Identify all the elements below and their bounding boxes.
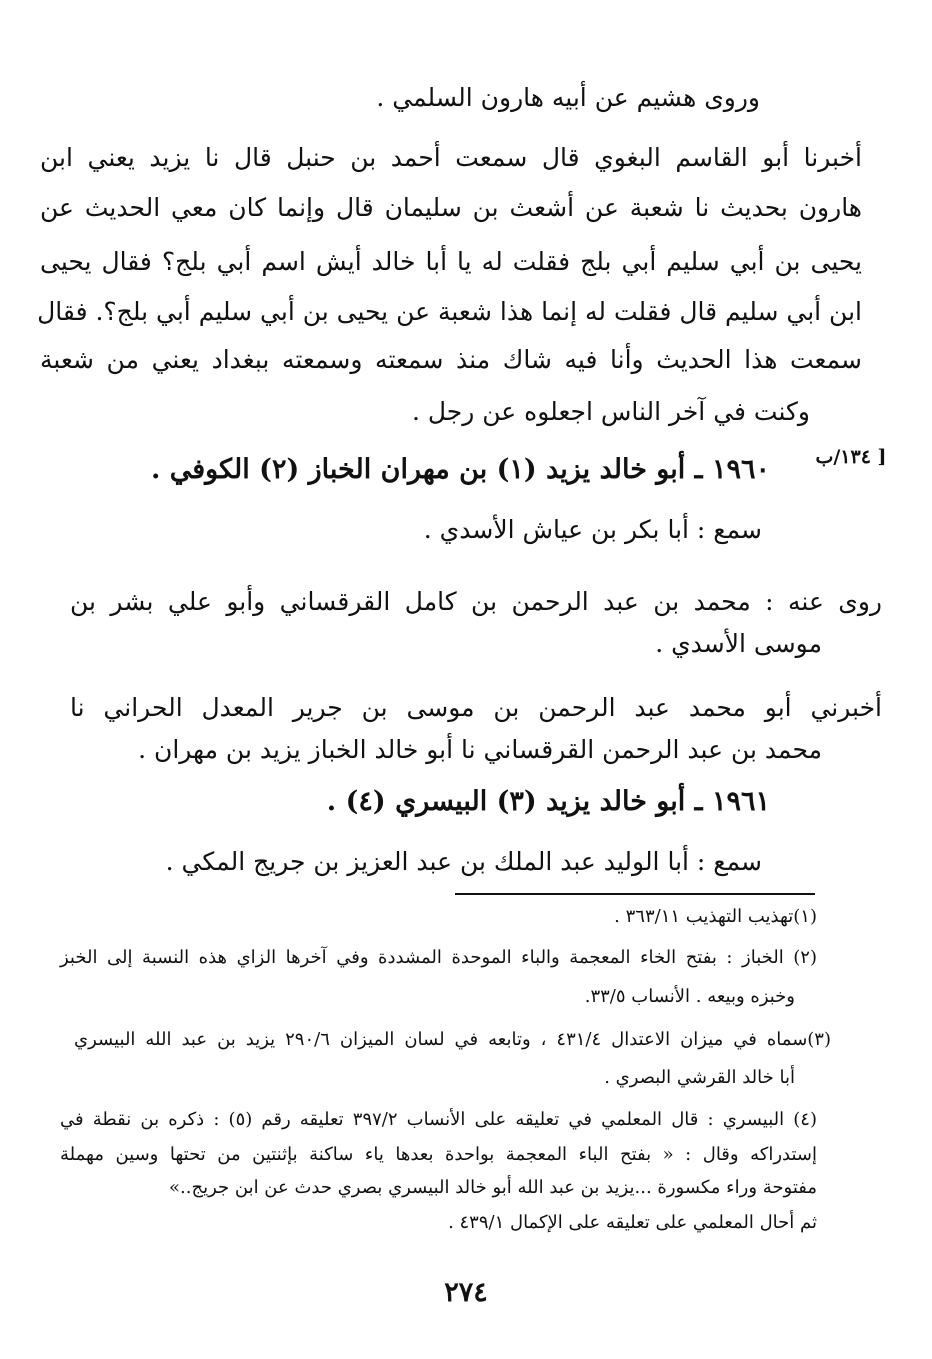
footnote-4-cont: مفتوحة وراء مكسورة ...يزيد بن عبد الله أبو خالد البيسري بصري حدث عن ابن جريج..» [169,1177,817,1198]
footnote-3-cont: أبا خالد القرشي البصري . [604,1067,795,1088]
text-line: هارون بحديث نا شعبة عن أشعث بن سليمان قال وإنما كان معي الحديث عن [40,193,862,222]
page-number: ٢٧٤ [444,1277,488,1308]
footnote-4-cont: إستدراكه وقال : « بفتح الباء المعجمة بواحدة بعدها ياء ساكنة بإثنتين من تحتها وسين مهملة [60,1144,818,1165]
text-line: سمع : أبا بكر بن عياش الأسدي . [423,515,762,544]
entry-heading-1960: ١٩٦٠ ـ أبو خالد يزيد (١) بن مهران الخباز (٢) الكوفي . [150,454,770,485]
folio-marker: [ ١٣٤/ب [815,446,887,468]
footnote-4-cont: ثم أحال المعلمي على تعليقه على الإكمال ٤٣٩/١ . [448,1212,817,1233]
text-line: محمد بن عبد الرحمن القرقساني نا أبو خالد الخباز يزيد بن مهران . [138,735,822,764]
entry-heading-1961: ١٩٦١ ـ أبو خالد يزيد (٣) البيسري (٤) . [326,786,770,817]
text-line: وروى هشيم عن أبيه هارون السلمي . [376,83,760,112]
footnote-1: (١)تهذيب التهذيب ٣٦٣/١١ . [614,906,817,927]
footnote-separator [455,893,815,895]
text-line: ابن أبي سليم قال فقلت له إنما هذا شعبة عن يحيى بن أبي سليم أبي بلج؟. فقال [37,297,862,326]
text-line: موسى الأسدي . [655,629,822,658]
text-line: أخبرني أبو محمد عبد الرحمن بن موسى بن جرير المعدل الحراني نا [70,693,882,722]
text-line: يحيى بن أبي سليم أبي بلج فقلت له يا أبا خالد أيش اسم أبي بلج؟ فقال يحيى [40,247,862,276]
text-line: أخبرنا أبو القاسم البغوي قال سمعت أحمد بن حنبل قال نا يزيد يعني ابن [40,143,862,172]
footnote-2: (٢) الخباز : بفتح الخاء المعجمة والباء الموحدة المشددة وفي آخرها الزاي هذه النسبة إلى الخبز [60,947,817,968]
text-line: وكنت في آخر الناس اجعلوه عن رجل . [411,397,810,426]
text-line: روى عنه : محمد بن عبد الرحمن بن كامل القرقساني وأبو علي بشر بن [70,587,882,616]
footnote-2-cont: وخبزه وبيعه . الأنساب ٣٣/٥. [584,986,795,1007]
text-line: سمع : أبا الوليد عبد الملك بن عبد العزيز بن جريج المكي . [165,847,762,876]
text-line: سمعت هذا الحديث وأنا فيه شاك منذ سمعته وسمعته ببغداد يعني من شعبة [40,345,862,374]
footnote-3: (٣)سماه في ميزان الاعتدال ٤٣١/٤ ، وتابعه في لسان الميزان ٢٩٠/٦ يزيد بن عبد الله البيسري [74,1029,831,1050]
footnote-4: (٤) البيسري : قال المعلمي في تعليقه على الأنساب ٣٩٧/٢ تعليقه رقم (٥) : ذكره بن نقطة في [60,1109,817,1130]
